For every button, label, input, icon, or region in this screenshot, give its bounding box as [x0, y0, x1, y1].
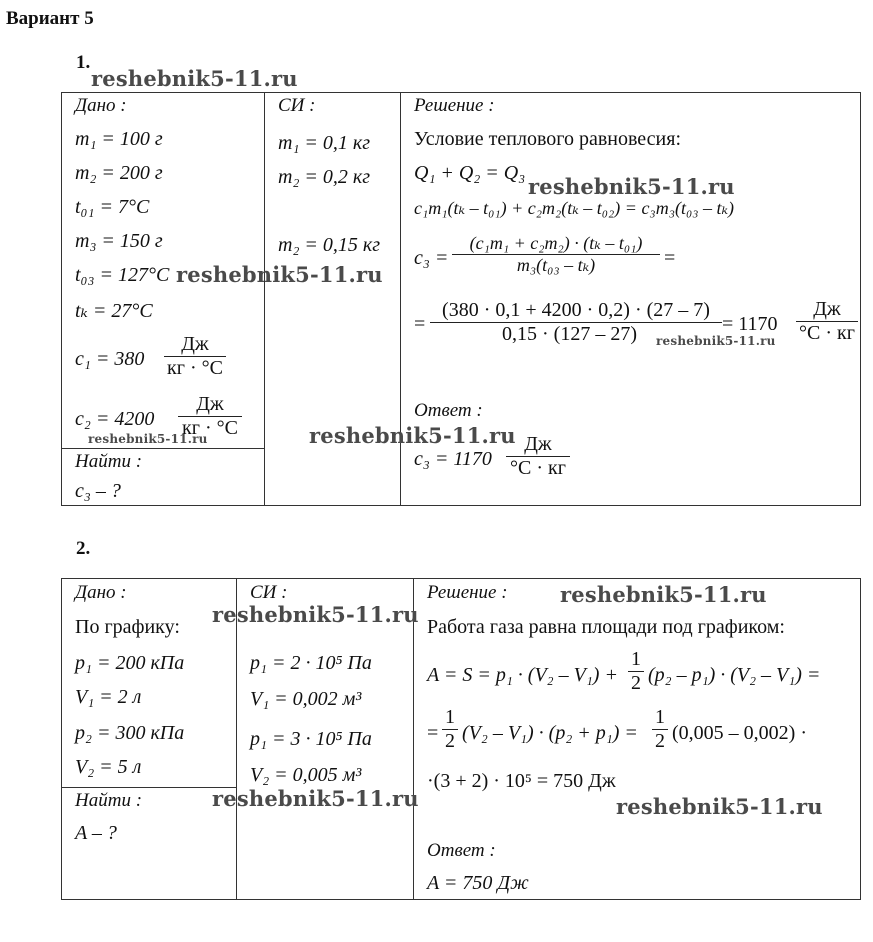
- formula-numerator: (c₁m₁ + c₂m₂) · (tₖ – t₀₁): [469, 233, 643, 253]
- problem2-si-header: СИ :: [250, 582, 288, 603]
- problem1-find-header: Найти :: [75, 451, 143, 472]
- problem1-answer: c₃ = 1170: [414, 448, 492, 470]
- problem1-si-header: СИ :: [278, 95, 316, 116]
- given-V2: V₂ = 5 л: [75, 756, 142, 778]
- si-m1: m₁ = 0,1 кг: [278, 132, 371, 154]
- unit-numerator: Дж: [813, 298, 841, 320]
- watermark: reshebnik5-11.ru: [88, 432, 208, 446]
- problem2-find-divider: [61, 787, 237, 788]
- half-fraction: [652, 706, 668, 753]
- problem1-number: 1.: [76, 52, 91, 73]
- watermark: reshebnik5-11.ru: [309, 423, 516, 448]
- fraction-denominator: 2: [652, 729, 668, 753]
- unit-numerator: Дж: [524, 433, 552, 455]
- calc-numerator: (380 · 0,1 + 4200 · 0,2) · (27 – 7): [442, 299, 710, 321]
- problem1-divider-1: [264, 92, 265, 506]
- solution-line-3c: (0,005 – 0,002) ·: [672, 722, 807, 744]
- solution-line-2a: A = S = p₁ · (V₂ – V₁) +: [427, 664, 618, 686]
- problem1-solution-header: Решение :: [414, 95, 495, 116]
- unit-numerator: Дж: [181, 333, 209, 355]
- given-p1: p₁ = 200 кПа: [75, 652, 185, 674]
- watermark: reshebnik5-11.ru: [91, 66, 298, 91]
- problem2-find: A – ?: [75, 822, 117, 844]
- problem2-solution-header: Решение :: [427, 582, 508, 603]
- given-m1: m₁ = 100 г: [75, 128, 163, 150]
- half-fraction: [628, 648, 644, 695]
- fraction-numerator: 1: [631, 648, 641, 670]
- solution-line-2: Q₁ + Q₂ = Q₃: [414, 162, 526, 184]
- fraction-denominator: 2: [442, 729, 458, 753]
- unit-denominator: кг · °C: [164, 356, 226, 380]
- problem1-find-divider: [61, 448, 265, 449]
- c3-lhs: c₃ =: [414, 247, 449, 269]
- calc-equals: =: [414, 313, 426, 335]
- watermark: reshebnik5-11.ru: [212, 786, 419, 811]
- calc-result: = 1170: [722, 313, 778, 335]
- calc-denominator-text: 0,15 · (127 – 27): [502, 323, 637, 345]
- solution-line-3b: (V₂ – V₁) · (p₂ + p₁) =: [462, 722, 638, 744]
- given-t03: t₀₃ = 127°C: [75, 264, 170, 286]
- watermark: reshebnik5-11.ru: [560, 582, 767, 607]
- solution-line-3a: =: [427, 722, 439, 744]
- si-V2: V₂ = 0,005 м³: [250, 764, 362, 786]
- watermark: reshebnik5-11.ru: [212, 602, 419, 627]
- formula-denominator: m₃(t₀₃ – tₖ): [452, 254, 660, 276]
- problem1-dano-header: Дано :: [75, 95, 127, 116]
- calc-unit: [796, 298, 858, 345]
- problem2-find-header: Найти :: [75, 790, 143, 811]
- problem2-dano-header: Дано :: [75, 582, 127, 603]
- si-m2: m₂ = 0,2 кг: [278, 166, 371, 188]
- solution-line-1: Работа газа равна площади под графиком:: [427, 616, 785, 638]
- given-c1: c₁ = 380: [75, 348, 145, 370]
- problem2-answer-header: Ответ :: [427, 840, 496, 861]
- solution-line-3: c₁m₁(tₖ – t₀₁) + c₂m₂(tₖ – t₀₂) = c₃m₃(t₀₃ – tₖ): [414, 198, 735, 218]
- si-p1: p₁ = 2 · 10⁵ Па: [250, 652, 372, 674]
- unit-denominator: кг · °C: [178, 416, 242, 440]
- problem2-answer: A = 750 Дж: [427, 872, 529, 894]
- unit-denominator: °C · кг: [796, 321, 858, 345]
- si-p2: p₁ = 3 · 10⁵ Па: [250, 728, 372, 750]
- si-m3: m₂ = 0,15 кг: [278, 234, 381, 256]
- watermark: reshebnik5-11.ru: [528, 174, 735, 199]
- solution-line-2b: (p₂ – p₁) · (V₂ – V₁) =: [648, 664, 821, 686]
- given-m3: m₃ = 150 г: [75, 230, 163, 252]
- given-V1: V₁ = 2 л: [75, 686, 142, 708]
- si-V1: V₁ = 0,002 м³: [250, 688, 362, 710]
- unit-denominator: °C · кг: [506, 456, 570, 480]
- given-t01: t₀₁ = 7°C: [75, 196, 150, 218]
- half-fraction: [442, 706, 458, 753]
- given-c1-unit: [164, 333, 226, 380]
- solution-line-4: ·(3 + 2) · 10⁵ = 750 Дж: [427, 770, 616, 792]
- given-line-0: По графику:: [75, 616, 180, 638]
- fraction-denominator: 2: [628, 671, 644, 695]
- fraction-numerator: 1: [655, 706, 665, 728]
- problem1-find: c₃ – ?: [75, 480, 121, 502]
- given-tk: tₖ = 27°C: [75, 300, 153, 322]
- watermark: reshebnik5-11.ru: [616, 794, 823, 819]
- watermark: reshebnik5-11.ru: [656, 334, 776, 348]
- given-p2: p₂ = 300 кПа: [75, 722, 185, 744]
- problem1-answer-header: Ответ :: [414, 400, 483, 421]
- answer-unit: [506, 433, 570, 480]
- c3-formula: [452, 233, 660, 276]
- fraction-numerator: 1: [445, 706, 455, 728]
- given-m2: m₂ = 200 г: [75, 162, 163, 184]
- page-title: Вариант 5: [6, 8, 94, 29]
- solution-line-1: Условие теплового равновесия:: [414, 128, 682, 150]
- given-c2: c₂ = 4200: [75, 408, 155, 430]
- c3-equals: =: [664, 247, 676, 269]
- watermark: reshebnik5-11.ru: [176, 262, 383, 287]
- problem2-number: 2.: [76, 538, 91, 559]
- unit-numerator: Дж: [196, 393, 224, 415]
